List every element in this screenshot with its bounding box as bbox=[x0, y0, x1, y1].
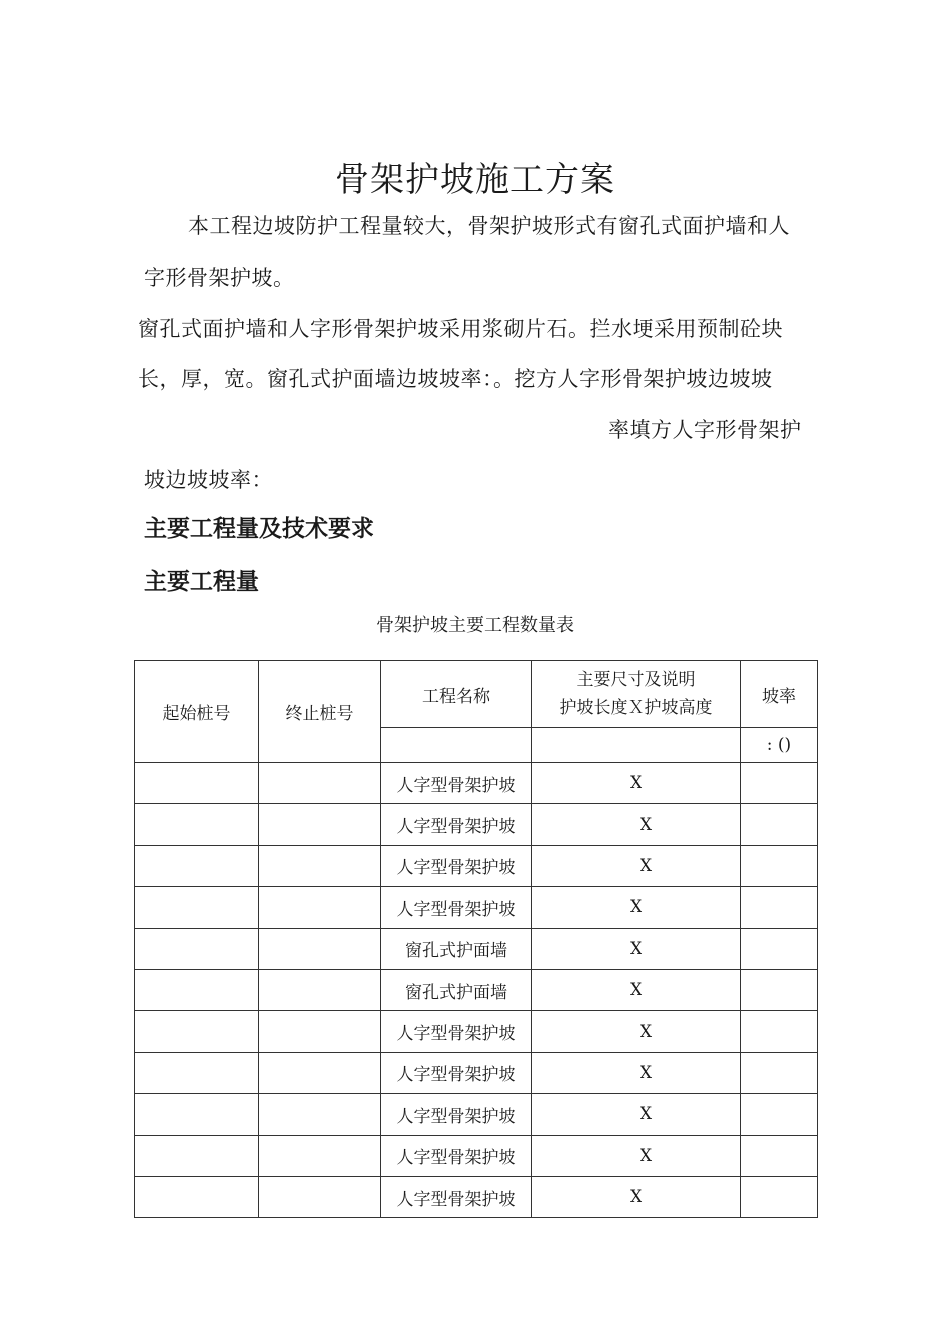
cell-end-station bbox=[259, 845, 381, 886]
table-row bbox=[135, 1052, 818, 1093]
cell-dimensions bbox=[532, 804, 741, 845]
cell-project-name: 人字型骨架护坡 bbox=[381, 1011, 532, 1052]
cell-slope-ratio bbox=[741, 928, 818, 969]
cell-slope-ratio bbox=[741, 1135, 818, 1176]
cell-end-station bbox=[259, 804, 381, 845]
dimension-value: X bbox=[639, 1145, 653, 1166]
header-end-station: 终止桩号 bbox=[259, 661, 381, 763]
cell-dimensions bbox=[532, 845, 741, 886]
cell-project-name: 人字型骨架护坡 bbox=[381, 1135, 532, 1176]
cell-start-station bbox=[135, 928, 259, 969]
cell-slope-ratio bbox=[741, 969, 818, 1010]
cell-end-station bbox=[259, 763, 381, 804]
document-title: 骨架护坡施工方案 bbox=[335, 160, 615, 200]
intro-line-1: 本工程边坡防护工程量较大，骨架护坡形式有窗孔式面护墙和人 bbox=[188, 214, 790, 238]
cell-project-name: 人字型骨架护坡 bbox=[381, 1052, 532, 1093]
header-project-name: 工程名称 bbox=[381, 661, 532, 728]
dimension-value: X bbox=[639, 855, 653, 876]
cell-dimensions bbox=[532, 1011, 741, 1052]
cell-slope-ratio bbox=[741, 1094, 818, 1135]
cell-end-station bbox=[259, 1052, 381, 1093]
cell-end-station bbox=[259, 1011, 381, 1052]
header-dimensions-line-2: 护坡长度Ｘ护坡高度 bbox=[559, 698, 713, 718]
cell-project-name: 人字型骨架护坡 bbox=[381, 763, 532, 804]
cell-end-station bbox=[259, 1176, 381, 1217]
cell-start-station bbox=[135, 845, 259, 886]
dimension-value: X bbox=[629, 938, 643, 959]
cell-start-station bbox=[135, 1135, 259, 1176]
dimension-value: X bbox=[629, 897, 643, 918]
dimension-value: X bbox=[639, 1062, 653, 1083]
cell-slope-ratio bbox=[741, 1176, 818, 1217]
cell-start-station bbox=[135, 969, 259, 1010]
material-line-4: 坡边坡坡率： bbox=[144, 468, 273, 492]
table-row bbox=[135, 928, 818, 969]
dimension-value: X bbox=[639, 1104, 653, 1125]
table-row bbox=[135, 1094, 818, 1135]
cell-end-station bbox=[259, 1135, 381, 1176]
cell-slope-ratio bbox=[741, 845, 818, 886]
table-row bbox=[135, 845, 818, 886]
header-start-station: 起始桩号 bbox=[135, 661, 259, 763]
sub-heading: 主要工程量 bbox=[144, 569, 259, 595]
cell-start-station bbox=[135, 887, 259, 928]
cell-slope-ratio bbox=[741, 1052, 818, 1093]
table-header-row bbox=[135, 661, 818, 728]
intro-line-2: 字形骨架护坡。 bbox=[144, 266, 295, 290]
cell-project-name: 人字型骨架护坡 bbox=[381, 804, 532, 845]
subheader-empty-name bbox=[381, 728, 532, 763]
cell-dimensions bbox=[532, 928, 741, 969]
cell-slope-ratio bbox=[741, 763, 818, 804]
cell-dimensions bbox=[532, 969, 741, 1010]
dimension-value: X bbox=[639, 1021, 653, 1042]
table-row bbox=[135, 763, 818, 804]
header-dimensions-line-1: 主要尺寸及说明 bbox=[576, 670, 696, 690]
cell-project-name: 人字型骨架护坡 bbox=[381, 1176, 532, 1217]
cell-project-name: 窗孔式护面墙 bbox=[381, 928, 532, 969]
dimension-value: X bbox=[629, 773, 643, 794]
dimension-value: X bbox=[629, 1187, 643, 1208]
cell-start-station bbox=[135, 763, 259, 804]
material-line-1: 窗孔式面护墙和人字形骨架护坡采用浆砌片石。拦水埂采用预制砼块 bbox=[138, 317, 783, 341]
header-dimensions bbox=[532, 661, 741, 728]
subheader-empty-dim bbox=[532, 728, 741, 763]
material-line-2: 长，厚，宽。窗孔式护面墙边坡坡率：。挖方人字形骨架护坡边坡坡 bbox=[138, 367, 773, 391]
table-row bbox=[135, 804, 818, 845]
cell-slope-ratio bbox=[741, 887, 818, 928]
section-heading: 主要工程量及技术要求 bbox=[144, 516, 374, 542]
cell-dimensions bbox=[532, 1052, 741, 1093]
material-line-3: 率填方人字形骨架护 bbox=[608, 418, 802, 442]
table-row bbox=[135, 1011, 818, 1052]
cell-dimensions bbox=[532, 1094, 741, 1135]
cell-start-station bbox=[135, 1052, 259, 1093]
cell-end-station bbox=[259, 969, 381, 1010]
table-row bbox=[135, 887, 818, 928]
cell-start-station bbox=[135, 1094, 259, 1135]
table-row bbox=[135, 969, 818, 1010]
cell-start-station bbox=[135, 804, 259, 845]
cell-dimensions bbox=[532, 1135, 741, 1176]
cell-project-name: 窗孔式护面墙 bbox=[381, 969, 532, 1010]
subheader-slope-unit: : () bbox=[741, 728, 818, 763]
table-caption: 骨架护坡主要工程数量表 bbox=[376, 615, 574, 636]
cell-project-name: 人字型骨架护坡 bbox=[381, 845, 532, 886]
dimension-value: X bbox=[629, 980, 643, 1001]
cell-end-station bbox=[259, 928, 381, 969]
cell-project-name: 人字型骨架护坡 bbox=[381, 887, 532, 928]
header-slope-ratio: 坡率 bbox=[741, 661, 818, 728]
cell-end-station bbox=[259, 887, 381, 928]
table-row bbox=[135, 1176, 818, 1217]
cell-start-station bbox=[135, 1176, 259, 1217]
cell-slope-ratio bbox=[741, 1011, 818, 1052]
table-row bbox=[135, 1135, 818, 1176]
cell-end-station bbox=[259, 1094, 381, 1135]
cell-dimensions bbox=[532, 887, 741, 928]
cell-project-name: 人字型骨架护坡 bbox=[381, 1094, 532, 1135]
cell-start-station bbox=[135, 1011, 259, 1052]
quantity-table bbox=[134, 660, 818, 1218]
dimension-value: X bbox=[639, 814, 653, 835]
cell-slope-ratio bbox=[741, 804, 818, 845]
cell-dimensions bbox=[532, 763, 741, 804]
cell-dimensions bbox=[532, 1176, 741, 1217]
